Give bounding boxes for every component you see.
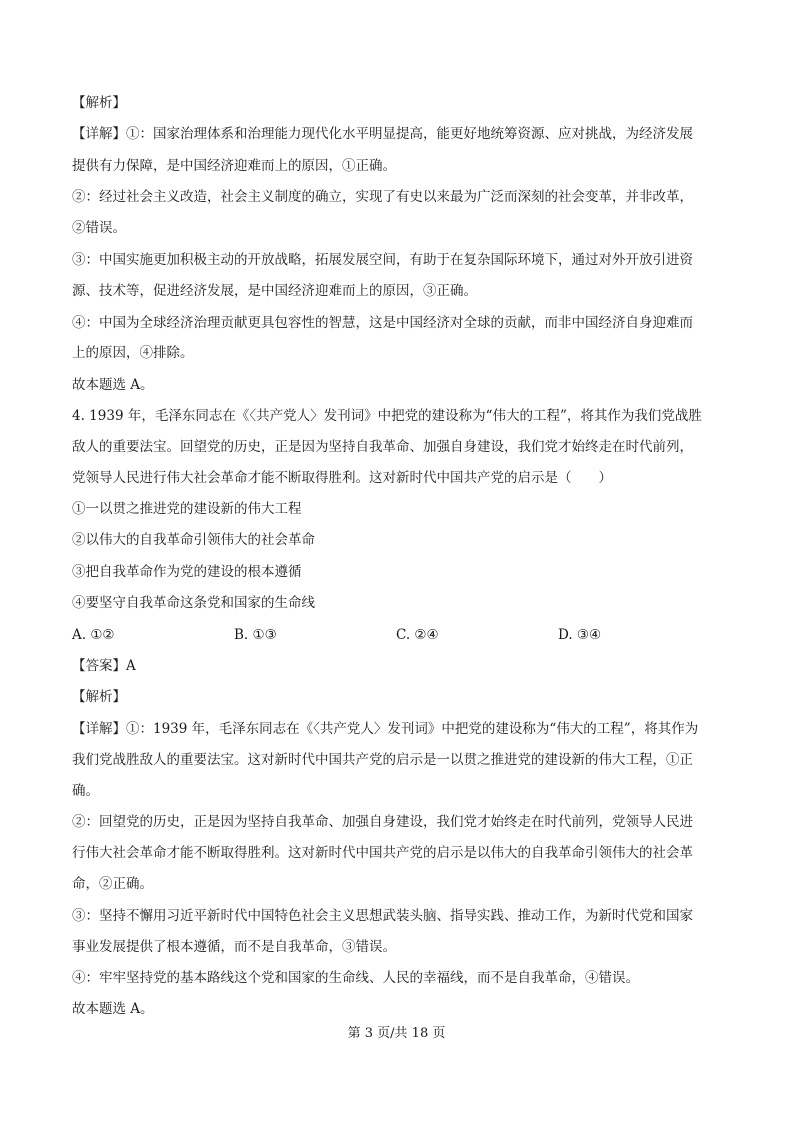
- text-line: ③：坚持不懈用习近平新时代中国特色社会主义思想武装头脑、指导实践、推动工作，为新时代党和国家: [72, 908, 693, 924]
- text-line: ②：经过社会主义改造，社会主义制度的确立，实现了有史以来最为广泛而深刻的社会变革，并非改革，: [72, 189, 693, 205]
- question-text: 党领导人民进行伟大社会革命才能不断取得胜利。这对新时代中国共产党的启示是（ ）: [72, 470, 612, 486]
- text-line: 行伟大社会革命才能不断取得胜利。这对新时代中国共产党的启示是以伟大的自我革命引领伟大的社会革: [72, 845, 693, 861]
- text-line: 确。: [72, 783, 99, 799]
- answer-options: [72, 625, 722, 645]
- text-line: 上的原因，④排除。: [72, 345, 194, 361]
- question-text: 敌人的重要法宝。回望党的历史，正是因为坚持自我革命、加强自身建设，我们党才始终走在时代前列，: [72, 439, 693, 455]
- text-line: 命，②正确。: [72, 876, 153, 892]
- text-line: ②：回望党的历史，正是因为坚持自我革命、加强自身建设，我们党才始终走在时代前列，党领导人民进: [72, 814, 693, 830]
- option-d: D. ③④: [558, 627, 602, 643]
- text-line: ③：中国实施更加积极主动的开放战略，拓展发展空间，有助于在复杂国际环境下，通过对外开放引进资: [72, 252, 693, 268]
- question-text: 4. 1939 年，毛泽东同志在《〈共产党人〉发刊词》中把党的建设称为“伟大的工程”，将其作为我们党战胜: [72, 408, 702, 424]
- text-line: 事业发展提供了根本遵循，而不是自我革命，③错误。: [72, 939, 396, 955]
- text-line: ④：牢牢坚持党的基本路线这个党和国家的生命线、人民的幸福线，而不是自我革命，④错误。: [72, 970, 639, 986]
- text-line: 我们党战胜敌人的重要法宝。这对新时代中国共产党的启示是一以贯之推进党的建设新的伟大工程，①正: [72, 752, 693, 768]
- text-line: 提供有力保障，是中国经济迎难而上的原因，①正确。: [72, 158, 396, 174]
- answer-line: 【答案】A: [72, 658, 136, 674]
- analysis-heading: 【解析】: [72, 95, 126, 111]
- statement-item: ②以伟大的自我革命引领伟大的社会革命: [72, 532, 315, 548]
- conclusion-line: 故本题选 A。: [72, 1001, 154, 1017]
- conclusion-line: 故本题选 A。: [72, 377, 154, 393]
- option-b: B. ①③: [234, 627, 277, 643]
- text-line: ②错误。: [72, 220, 126, 236]
- text-line: 源、技术等，促进经济发展，是中国经济迎难而上的原因，③正确。: [72, 283, 477, 299]
- option-c: C. ②④: [396, 627, 439, 643]
- text-line: ④：中国为全球经济治理贡献更具包容性的智慧，这是中国经济对全球的贡献，而非中国经济自身迎难而: [72, 315, 693, 331]
- text-line: 【详解】①：国家治理体系和治理能力现代化水平明显提高，能更好地统筹资源、应对挑战，为经济发展: [72, 126, 693, 142]
- analysis-heading: 【解析】: [72, 689, 126, 705]
- statement-item: ①一以贯之推进党的建设新的伟大工程: [72, 501, 302, 517]
- page-footer: 第 3 页/共 18 页: [347, 1026, 446, 1041]
- statement-item: ④要坚守自我革命这条党和国家的生命线: [72, 595, 315, 611]
- statement-item: ③把自我革命作为党的建设的根本遵循: [72, 564, 302, 580]
- text-line: 【详解】①：1939 年，毛泽东同志在《〈共产党人〉发刊词》中把党的建设称为“伟大的工程”，将其作为: [72, 721, 699, 737]
- option-a: A. ①②: [72, 627, 115, 643]
